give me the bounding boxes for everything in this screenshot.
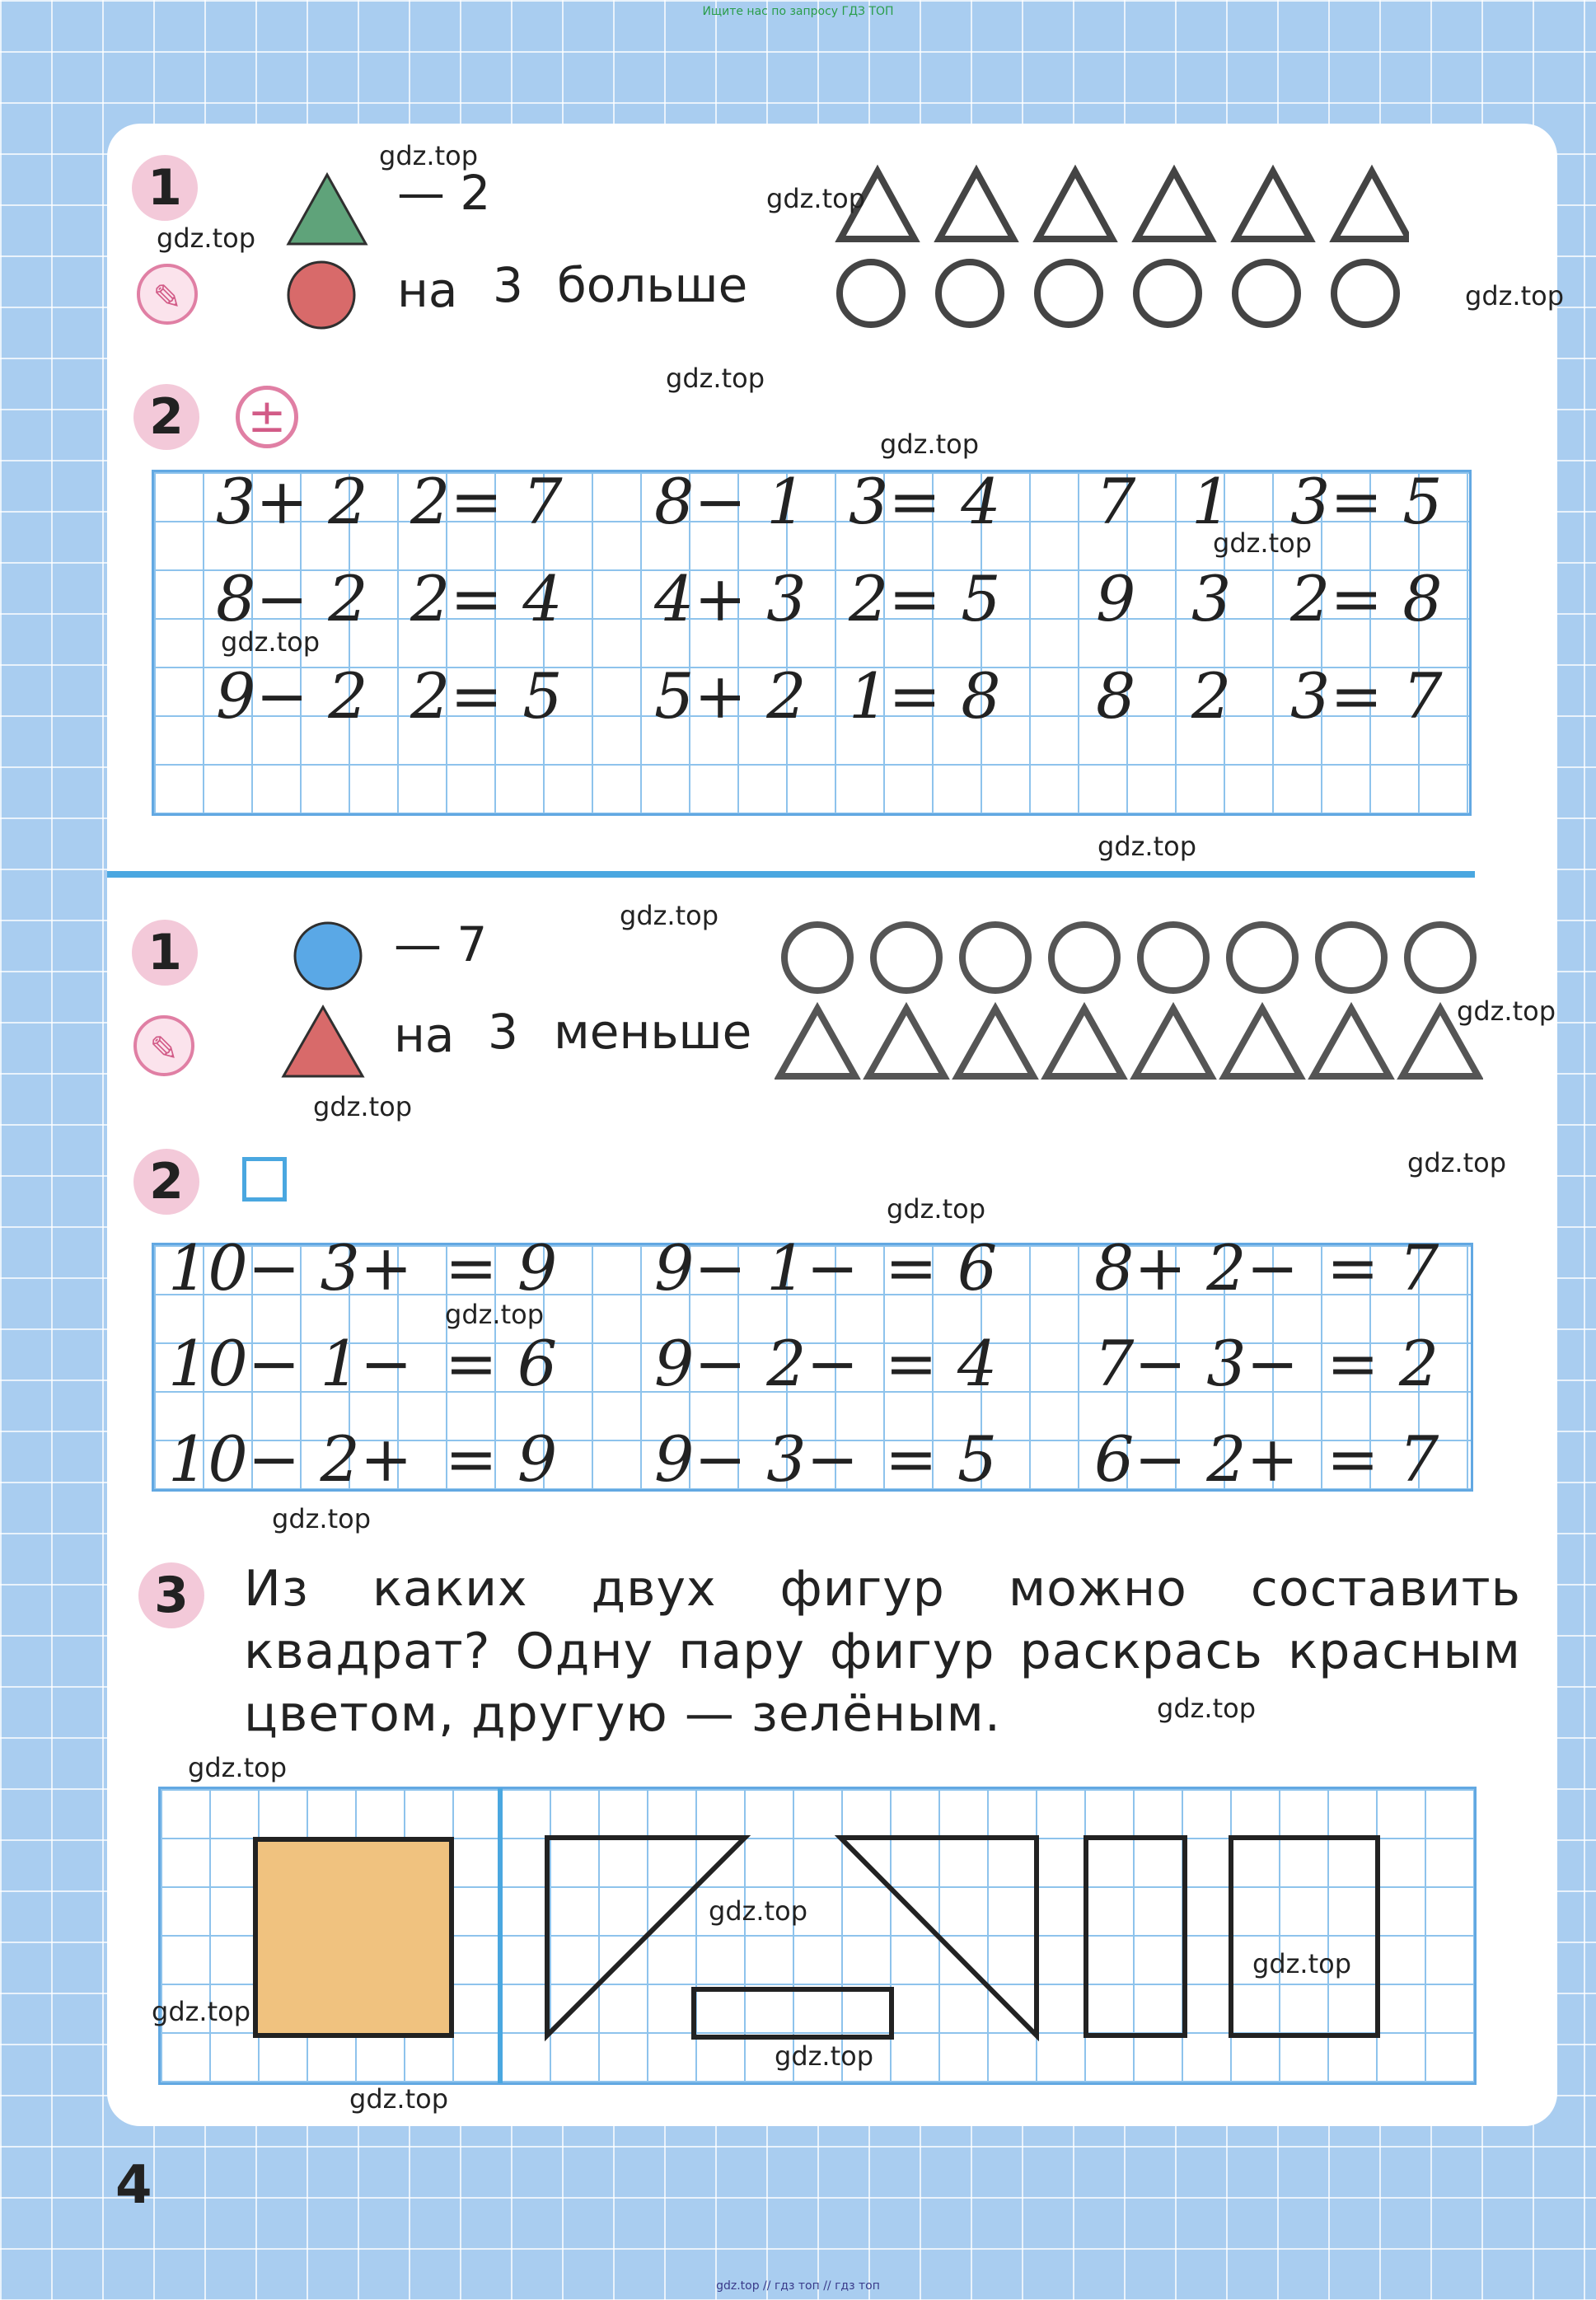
expr-left: 7 <box>1096 465 1136 538</box>
triangle-outline <box>1236 171 1310 239</box>
expr-left: 10− 3+ <box>168 1231 413 1305</box>
watermark: gdz.top <box>152 1996 251 2027</box>
watermark: gdz.top <box>313 1091 413 1122</box>
task1-condition-minus: — 7 <box>394 916 488 972</box>
circle-outline <box>1318 925 1384 991</box>
watermark: gdz.top <box>666 363 765 394</box>
shapes-row-part2 <box>775 918 1483 1083</box>
expr-left: 10− 1− <box>168 1327 413 1400</box>
expr-left: 9− 2− <box>654 1327 859 1400</box>
circle-outline <box>1140 925 1206 991</box>
expr-left: 9− 2 <box>216 659 368 733</box>
expr-result: 2= 4 <box>410 562 563 635</box>
expr-left: 9− 1− <box>654 1231 859 1305</box>
expr-left: 8− 1 <box>654 465 807 538</box>
watermark: gdz.top <box>272 1503 372 1534</box>
watermark: gdz.top <box>1098 831 1197 862</box>
expr-left: 8 <box>1096 659 1136 733</box>
watermark: gdz.top <box>1213 527 1313 559</box>
triangle-outline <box>779 1009 855 1076</box>
footer-note: gdz.top // гдз топ // гдз топ <box>716 2279 880 2293</box>
shapes-row-part1 <box>832 163 1409 336</box>
circle-outline <box>1229 925 1295 991</box>
task1-word-menshe: меньше <box>554 1004 752 1060</box>
watermark: gdz.top <box>157 223 256 254</box>
watermark: gdz.top <box>349 2083 449 2115</box>
expr-result: = 2 <box>1327 1327 1439 1400</box>
task-number-badge: 3 <box>138 1562 204 1628</box>
square-piece <box>1231 1838 1378 2035</box>
triangle-outline <box>957 1009 1033 1076</box>
expr-result: = 7 <box>1327 1422 1439 1496</box>
expr-middle: 3 <box>1191 562 1232 635</box>
expr-result: = 5 <box>885 1422 998 1496</box>
task1-word-na: на <box>394 1007 455 1063</box>
task1-word-na: на <box>397 262 458 318</box>
watermark: gdz.top <box>1407 1147 1507 1178</box>
task1-condition-minus: — 2 <box>397 165 491 221</box>
triangle-outline <box>1224 1009 1300 1076</box>
triangle-outline <box>1046 1009 1122 1076</box>
triangle-outline <box>868 1009 944 1076</box>
expr-left: 6− 2+ <box>1094 1422 1299 1496</box>
watermark: gdz.top <box>188 1752 288 1783</box>
triangle-piece-right <box>840 1838 1037 2035</box>
green-triangle-icon <box>285 171 369 247</box>
pencil-icon: ✎ <box>133 1015 194 1076</box>
task1-number: 3 <box>493 257 523 313</box>
triangle-outline <box>939 171 1013 239</box>
task1-word-bolshe: больше <box>557 257 748 313</box>
blue-circle-icon <box>292 920 364 992</box>
expr-result: = 7 <box>1327 1231 1439 1305</box>
watermark: gdz.top <box>445 1299 545 1330</box>
circle-outline <box>1235 262 1298 325</box>
expr-result: 3= 7 <box>1290 659 1443 733</box>
triangle-outline <box>1038 171 1112 239</box>
expr-left: 7− 3− <box>1094 1327 1299 1400</box>
expr-result: 2= 8 <box>1290 562 1443 635</box>
watermark: gdz.top <box>620 900 719 931</box>
red-circle-icon <box>285 259 358 331</box>
circle-outline <box>1407 925 1473 991</box>
section-divider <box>107 871 1475 878</box>
circle-outline <box>1051 925 1117 991</box>
expr-result: = 6 <box>885 1231 998 1305</box>
watermark: gdz.top <box>1252 1948 1352 1979</box>
circle-outline <box>962 925 1028 991</box>
expr-result: 2= 5 <box>410 659 563 733</box>
watermark: gdz.top <box>1465 280 1565 312</box>
expr-result: 2= 7 <box>410 465 563 538</box>
expr-middle: 2 <box>1191 659 1232 733</box>
expr-result: = 9 <box>445 1231 558 1305</box>
circle-outline <box>1136 262 1199 325</box>
watermark: gdz.top <box>221 626 321 658</box>
red-triangle-icon <box>280 1004 366 1080</box>
expr-result: 3= 5 <box>1290 465 1443 538</box>
watermark: gdz.top <box>887 1193 986 1225</box>
expr-middle: 1 <box>1191 465 1232 538</box>
watermark: gdz.top <box>775 2040 874 2072</box>
expr-result: 3= 4 <box>849 465 1001 538</box>
expr-result: = 9 <box>445 1422 558 1496</box>
expr-left: 8+ 2− <box>1094 1231 1299 1305</box>
circle-outline <box>873 925 939 991</box>
task1-number: 3 <box>488 1004 518 1060</box>
watermark: gdz.top <box>709 1895 808 1927</box>
expr-left: 10− 2+ <box>168 1422 413 1496</box>
tall-rectangle-piece <box>1086 1838 1185 2035</box>
expr-result: 1= 8 <box>849 659 1001 733</box>
task-number-badge: 2 <box>133 384 199 450</box>
task-number-badge: 1 <box>132 155 198 221</box>
header-note: Ищите нас по запросу ГДЗ ТОП <box>702 5 894 18</box>
page-number: 4 <box>115 2155 152 2216</box>
circle-outline <box>1334 262 1397 325</box>
task-number-badge: 2 <box>133 1149 199 1215</box>
circle-outline <box>840 262 902 325</box>
filled-square <box>255 1839 452 2035</box>
thin-rectangle-piece <box>694 1989 892 2037</box>
triangle-outline <box>1135 1009 1211 1076</box>
circle-outline <box>938 262 1001 325</box>
watermark: gdz.top <box>880 429 980 460</box>
triangle-outline <box>1335 171 1409 239</box>
task-number-badge: 1 <box>132 920 198 986</box>
watermark: gdz.top <box>766 183 866 214</box>
watermark: gdz.top <box>1157 1693 1257 1724</box>
square-icon <box>242 1157 287 1202</box>
expr-left: 4+ 3 <box>654 562 807 635</box>
plus-minus-icon: ± <box>236 386 298 448</box>
triangle-outline <box>1313 1009 1389 1076</box>
expr-left: 9 <box>1096 562 1136 635</box>
task3-instruction: Из каких двух фигур можно составить квадрат? Одну пару фигур раскрась красным цветом, другую — зелёным. <box>244 1560 1521 1743</box>
expr-left: 5+ 2 <box>654 659 807 733</box>
circle-outline <box>784 925 850 991</box>
circle-outline <box>1037 262 1100 325</box>
expr-result: = 6 <box>445 1327 558 1400</box>
expr-left: 3+ 2 <box>216 465 368 538</box>
watermark: gdz.top <box>379 140 479 171</box>
triangle-piece-left <box>547 1838 745 2035</box>
expr-result: = 4 <box>885 1327 998 1400</box>
shapes-figures <box>247 1833 1401 2047</box>
pencil-icon: ✎ <box>137 264 198 325</box>
watermark: gdz.top <box>1457 995 1556 1027</box>
expr-left: 9− 3− <box>654 1422 859 1496</box>
triangle-outline <box>1137 171 1211 239</box>
expr-left: 8− 2 <box>216 562 368 635</box>
expr-result: 2= 5 <box>849 562 1001 635</box>
